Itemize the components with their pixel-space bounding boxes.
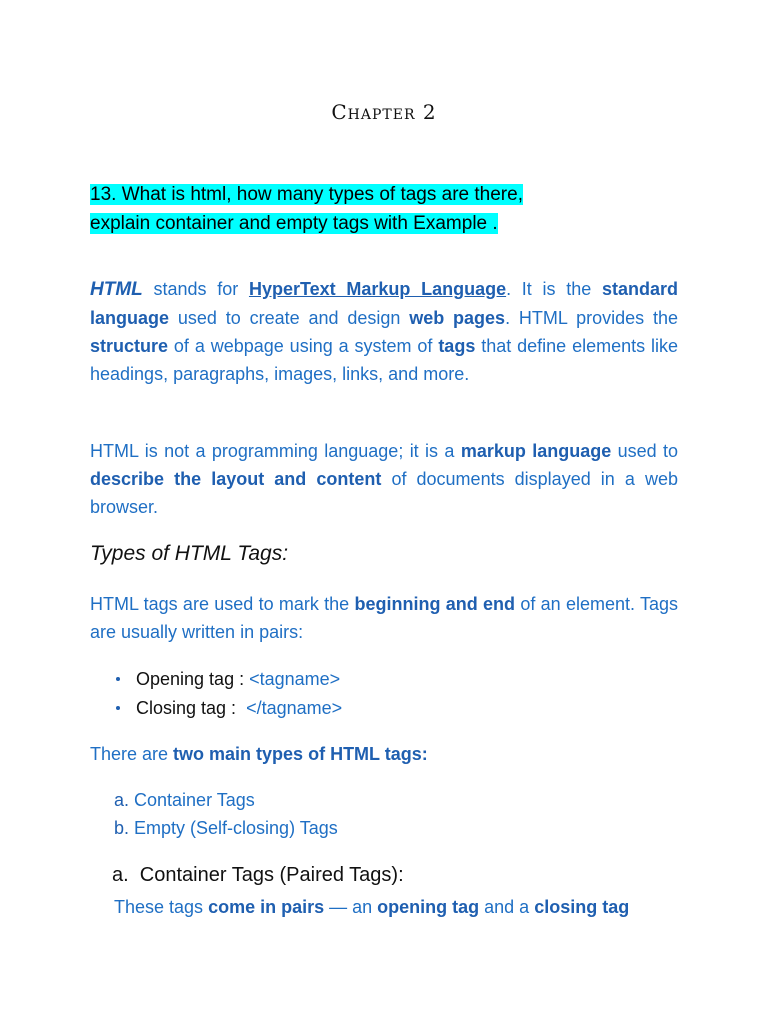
question-heading [90, 180, 680, 238]
question-line-1: 13. What is html, how many types of tags are there, [90, 184, 523, 205]
two-types-text: There are [90, 744, 174, 764]
markup-text-1: HTML is not a programming language; it is a [90, 441, 461, 461]
list-letter: b. [114, 818, 130, 838]
web-pages-term: web pages [409, 308, 506, 328]
container-tags-heading: a. Container Tags (Paired Tags): [112, 864, 404, 886]
standard-language-term: standard language [90, 279, 679, 328]
container-text-1: These tags [114, 897, 209, 917]
tags-text-1: HTML tags are used to mark the [90, 594, 355, 614]
bullet-code: </tagname> [246, 698, 343, 718]
list-text: Container Tags [129, 790, 255, 810]
intro-text-4: . HTML provides the [505, 308, 678, 328]
structure-term: structure [90, 336, 169, 356]
intro-text-6: that define elements like headings, paragraphs, images, links, and more. [90, 336, 679, 384]
intro-paragraph [90, 275, 678, 388]
tags-text-2: of an element. Tags are usually written in pairs: [90, 594, 678, 642]
chapter-title: Chapter 2 [331, 100, 437, 124]
list-text: Empty (Self-closing) Tags [129, 818, 338, 838]
intro-text-5: of a webpage using a system of [168, 336, 439, 356]
intro-text-1: stands for [142, 279, 249, 299]
two-types-line [90, 740, 678, 768]
list-item [114, 786, 338, 814]
tag-bullet-list [110, 665, 342, 723]
beginning-end-term: beginning and end [354, 594, 516, 614]
types-heading: Types of HTML Tags: [90, 542, 289, 565]
opening-tag-term: opening tag [377, 897, 480, 917]
two-types-bold: two main types of HTML tags: [173, 744, 428, 764]
full-form-link[interactable]: HyperText Markup Language [248, 279, 507, 299]
closing-tag-term: closing tag [534, 897, 630, 917]
intro-text-2: . It is the [506, 279, 602, 299]
markup-paragraph [90, 437, 678, 521]
describe-term: describe the layout and content [90, 469, 382, 489]
html-term: HTML [90, 279, 143, 300]
bullet-label: Closing tag : [136, 698, 247, 718]
container-text-2: — an [324, 897, 378, 917]
tags-term: tags [438, 336, 476, 356]
list-item [114, 814, 338, 842]
tags-paragraph [90, 590, 678, 646]
bullet-opening-tag [110, 665, 342, 694]
bullet-closing-tag [110, 694, 342, 723]
bullet-dot-icon [116, 706, 120, 710]
container-description [114, 893, 629, 921]
bullet-label: Opening tag : [136, 669, 250, 689]
markup-text-2: used to [611, 441, 678, 461]
question-line-2: explain container and empty tags with Example . [90, 213, 498, 234]
intro-text-3: used to create and design [169, 308, 410, 328]
markup-language-term: markup language [460, 441, 612, 461]
bullet-code: <tagname> [249, 669, 341, 689]
types-list [114, 786, 338, 842]
come-in-pairs-term: come in pairs [208, 897, 325, 917]
list-letter: a. [114, 790, 130, 810]
markup-text-3: of documents displayed in a web browser. [90, 469, 678, 517]
container-text-3: and a [479, 897, 535, 917]
bullet-dot-icon [116, 677, 120, 681]
